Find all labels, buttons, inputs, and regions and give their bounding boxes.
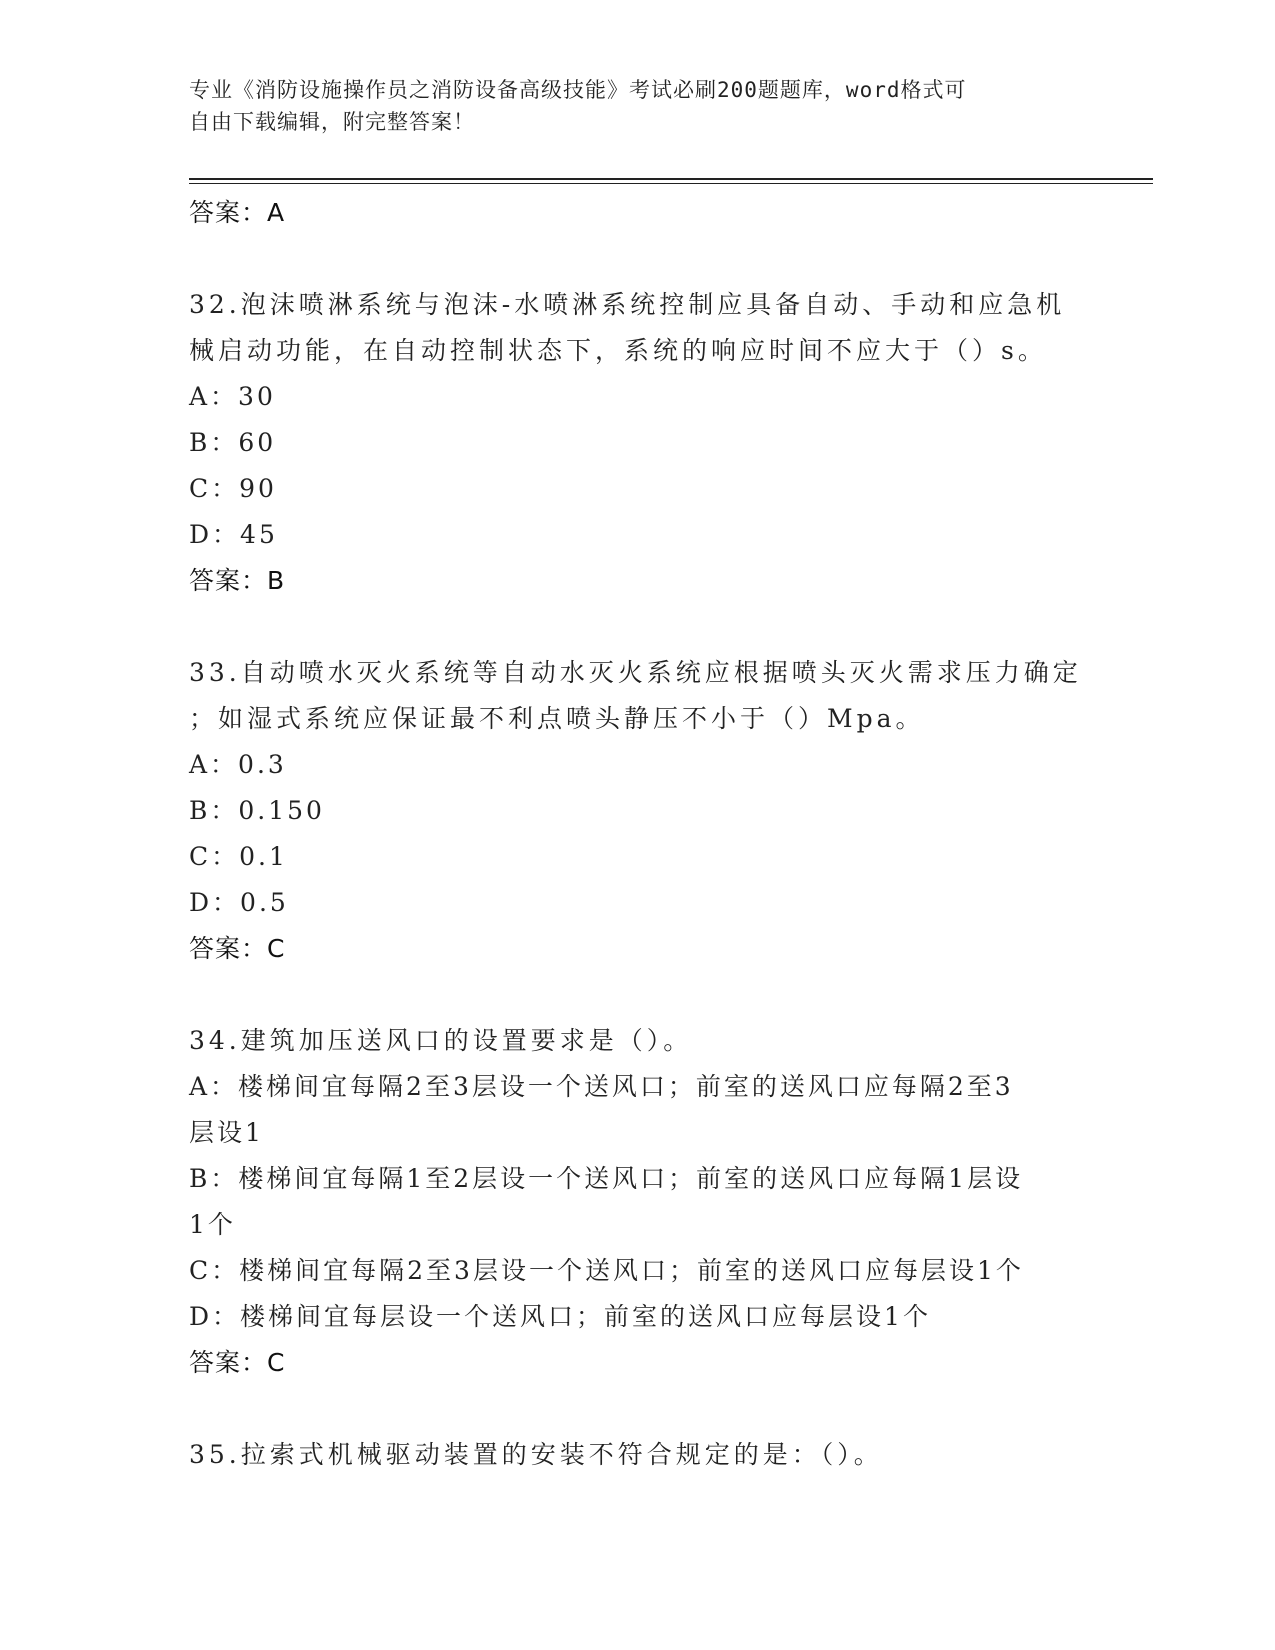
answer-line: 答案：B: [189, 566, 286, 595]
option-a: A：楼梯间宜每隔2至3层设一个送风口；前室的送风口应每隔2至3: [189, 1072, 1014, 1101]
question-content: [189, 190, 1089, 1478]
option-b-cont: 1个: [189, 1210, 236, 1239]
option-a: A：0.3: [189, 750, 287, 779]
option-b: B：60: [189, 428, 277, 457]
question-32: [189, 282, 1089, 604]
header-divider-thin: [189, 183, 1153, 184]
question-stem: 35.拉索式机械驱动装置的安装不符合规定的是：（）。: [189, 1440, 883, 1469]
option-d: D：0.5: [189, 888, 289, 917]
option-d: D：楼梯间宜每层设一个送风口；前室的送风口应每层设1个: [189, 1302, 931, 1331]
question-stem: 33.自动喷水灭火系统等自动水灭火系统应根据喷头灭火需求压力确定: [189, 658, 1082, 687]
option-d: D：45: [189, 520, 278, 549]
option-b: B：0.150: [189, 796, 325, 825]
option-a: A：30: [189, 382, 276, 411]
option-c: C：90: [189, 474, 277, 503]
option-b: B：楼梯间宜每隔1至2层设一个送风口；前室的送风口应每隔1层设: [189, 1164, 1024, 1193]
answer-line: 答案：C: [189, 1348, 286, 1377]
answer-line: 答案：A: [189, 198, 286, 227]
header-divider: [189, 178, 1153, 180]
question-35: [189, 1432, 1089, 1478]
document-header: [189, 74, 1089, 138]
answer-line: 答案：C: [189, 934, 286, 963]
question-stem: 34.建筑加压送风口的设置要求是（）。: [189, 1026, 693, 1055]
option-c: C：楼梯间宜每隔2至3层设一个送风口；前室的送风口应每层设1个: [189, 1256, 1024, 1285]
option-c: C：0.1: [189, 842, 288, 871]
header-line-2: 自由下载编辑，附完整答案！: [189, 110, 475, 134]
question-33: [189, 650, 1089, 972]
question-stem: 32.泡沫喷淋系统与泡沫-水喷淋系统控制应具备自动、手动和应急机: [189, 290, 1066, 319]
question-stem: ；如湿式系统应保证最不利点喷头静压不小于（）Mpa。: [189, 704, 925, 733]
option-a-cont: 层设1: [189, 1118, 264, 1147]
question-34: [189, 1018, 1089, 1386]
header-line-1: 专业《消防设施操作员之消防设备高级技能》考试必刷200题题库，word格式可: [189, 78, 967, 102]
question-stem: 械启动功能，在自动控制状态下，系统的响应时间不应大于（）s。: [189, 336, 1047, 365]
